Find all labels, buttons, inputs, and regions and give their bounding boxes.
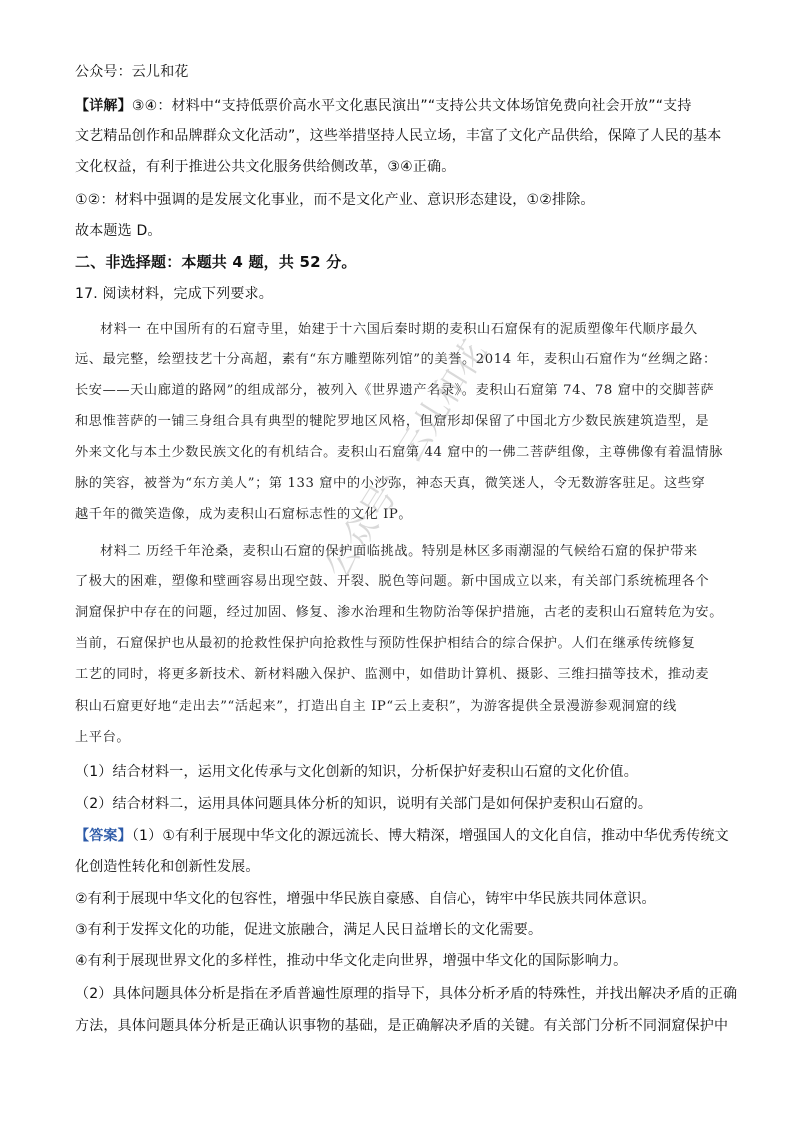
answer-tag: 【答案】 <box>75 828 132 844</box>
detail-line-4: ①②：材料中强调的是发展文化事业，而不是文化产业、意识形态建设，①②排除。 <box>75 192 595 208</box>
question-2: （2）结合材料二，运用具体问题具体分析的知识，说明有关部门是如何保护麦积山石窟的。 <box>75 796 653 812</box>
material2-line: 上平台。 <box>75 730 131 745</box>
detail-line-1 <box>75 96 692 116</box>
detail-line-5: 故本题选 D。 <box>75 223 162 239</box>
material1-line: 长安——天山廊道的路网”的组成部分，被列入《世界遗产名录》。麦积山石窟第 74、78 窟中的交脚菩萨 <box>75 383 715 398</box>
material2-line: 洞窟保护中存在的问题，经过加固、修复、渗水治理和生物防治等保护措施，古老的麦积山石窟转危为安。 <box>75 605 724 620</box>
detail-tag: 【详解】 <box>75 98 132 114</box>
detail-line-1-text: ③④：材料中“支持低票价高水平文化惠民演出”“支持公共文体场馆免费向社会开放”“支持 <box>131 98 692 114</box>
header-source: 公众号：云儿和花 <box>75 64 189 80</box>
answer-line-4: ③有利于发挥文化的功能，促进文旅融合，满足人民日益增长的文化需要。 <box>75 922 543 938</box>
material1-line: 脉的笑容，被誉为“东方美人”；第 133 窟中的小沙弥，神态天真，微笑迷人，令无数游客驻足。这些穿 <box>75 476 706 491</box>
material1-line: 越千年的微笑造像，成为麦积山石窟标志性的文化 IP。 <box>75 507 413 522</box>
material2-line: 积山石窟更好地“走出去”“活起来”，打造出自主 IP“云上麦积”，为游客提供全景漫游参观洞窟的线 <box>75 699 677 714</box>
answer-line-3: ②有利于展现中华文化的包容性，增强中华民族自豪感、自信心，铸牢中华民族共同体意识。 <box>75 891 656 907</box>
material2-line: 当前，石窟保护也从最初的抢救性保护向抢救性与预防性保护相结合的综合保护。人们在继承传统修复 <box>75 636 696 651</box>
answer-line-1-text: （1）①有利于展现中华文化的源远流长、博大精深，增强国人的文化自信，推动中华优秀传统文 <box>131 828 729 844</box>
material1-line: 远、最完整，绘塑技艺十分高超，素有“东方雕塑陈列馆”的美誉。2014 年，麦积山石窟作为“丝绸之路： <box>75 352 717 367</box>
question-1: （1）结合材料一，运用文化传承与文化创新的知识，分析保护好麦积山石窟的文化价值。 <box>75 764 638 780</box>
material1-line: 和思惟菩萨的一铺三身组合具有典型的犍陀罗地区风格，但窟形却保留了中国北方少数民族建筑造型，是 <box>75 414 710 429</box>
material2-line: 工艺的同时，将更多新技术、新材料融入保护、监测中，如借助计算机、摄影、三维扫描等技术，推动麦 <box>75 667 710 682</box>
material1-line: 外来文化与本土少数民族文化的有机结合。麦积山石窟第 44 窟中的一佛二菩萨组像，主尊佛像有着温情脉 <box>75 445 723 460</box>
answer-line-5: ④有利于展现世界文化的多样性，推动中华文化走向世界，增强中华文化的国际影响力。 <box>75 953 628 969</box>
answer-line-1 <box>75 826 729 846</box>
watermark-text: 公众号：云儿和花 <box>316 333 495 586</box>
answer-line-7: 方法，具体问题具体分析是正确认识事物的基础，是正确解决矛盾的关键。有关部门分析不同洞窟保护中 <box>75 1018 729 1034</box>
answer-line-6: （2）具体问题具体分析是指在矛盾普遍性原理的指导下，具体分析矛盾的特殊性，并找出解决矛盾的正确 <box>75 986 738 1002</box>
answer-line-2: 化创造性转化和创新性发展。 <box>75 859 260 875</box>
question-intro: 17. 阅读材料，完成下列要求。 <box>75 286 273 302</box>
material2-line: 了极大的困难，塑像和壁画容易出现空鼓、开裂、脱色等问题。新中国成立以来，有关部门系统梳理各个 <box>75 574 710 589</box>
detail-line-3: 文化权益，有利于推进公共文化服务供给侧改革，③④正确。 <box>75 159 456 175</box>
material2-line: 材料二 历经千年沧桑，麦积山石窟的保护面临挑战。特别是林区多雨潮湿的气候给石窟的保护带来 <box>100 544 698 559</box>
material1-line: 材料一 在中国所有的石窟寺里，始建于十六国后秦时期的麦积山石窟保有的泥质塑像年代顺序最久 <box>100 322 698 337</box>
detail-line-2: 文艺精品创作和品牌群众文化活动”，这些举措坚持人民立场，丰富了文化产品供给，保障了人民的基本 <box>75 128 722 144</box>
section-title: 二、非选择题：本题共 4 题，共 52 分。 <box>75 253 357 271</box>
